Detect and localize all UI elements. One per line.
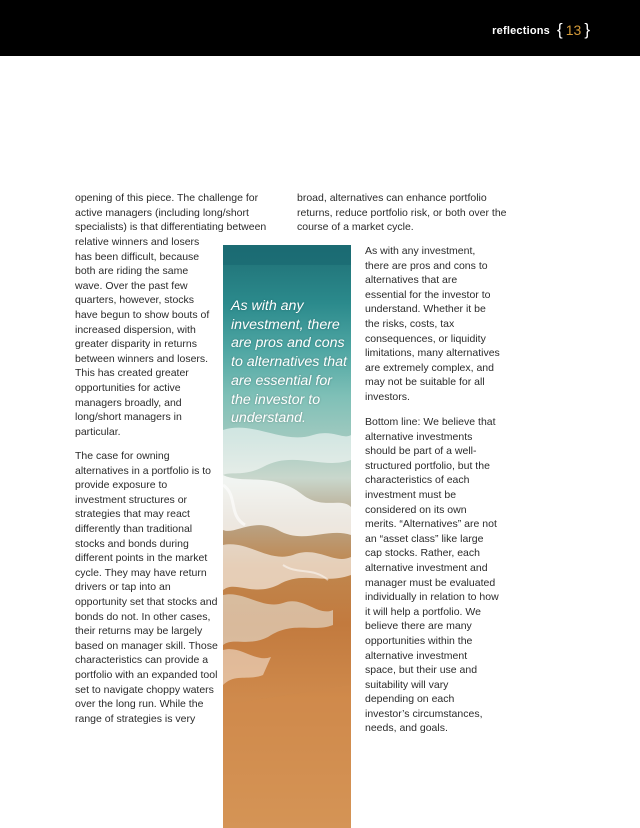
page-number: [557, 20, 590, 40]
right-column-paragraph-3: [365, 415, 500, 736]
left-paragraph-1-top: opening of this piece. The challenge for active managers (including long/short specialists) is that differentiating between: [75, 192, 267, 234]
left-column-narrow-text: [75, 235, 218, 439]
page-header: [0, 0, 640, 56]
page-number-value: 13: [565, 22, 582, 38]
left-paragraph-1-rest: relative winners and losers has been difficult, because both are riding the same wave. Over the past few quarters, however, stocks have begun to show bouts of increased dispersion, with greater disparity in returns between winners and losers. This has created greater opportunities for active managers broadly, and long/short managers in particular.: [75, 236, 210, 438]
right-paragraph-2: As with any investment, there are pros and cons to alternatives that are essential for the investor to understand. Whether it be the risks, costs, tax consequences, or liquidity limitations, many alternatives are extremely complex, and may not be suitable for all investors.: [365, 245, 500, 403]
left-column-top-text: [75, 191, 280, 235]
brace-open: {: [557, 20, 563, 39]
right-paragraph-1: broad, alternatives can enhance portfolio returns, reduce portfolio risk, or both over the course of a market cycle.: [297, 192, 507, 234]
right-column-paragraph-2: [365, 244, 500, 405]
section-title: reflections: [492, 25, 550, 37]
left-paragraph-2: The case for owning alternatives in a portfolio is to provide exposure to investment structures or strategies that may react differently than traditional stocks and bonds during different points in the market cycle. They may have return drivers or tap into an opportunity set that stocks and bonds do not. In other cases, their returns may be largely based on manager skill. Those characteristics can provide a portfolio with an expanded tool set to navigate choppy waters over the long run. While the range of strategies is very: [75, 450, 218, 725]
brace-close: }: [584, 20, 590, 39]
right-paragraph-3: Bottom line: We believe that alternative investments should be part of a well-structured portfolio, but the characteristics of each investment must be considered on its own merits. “Alternatives” are not an “asset class” like large cap stocks. Rather, each alternative investment and manager must be evaluated individually in relation to how it will help a portfolio. We believe there are many opportunities within the alternative investment space, but their use and suitability will vary depending on each investor’s circumstances, needs, and goals.: [365, 416, 499, 735]
pull-quote: As with any investment, there are pros and cons to alternatives that are essential for the investor to understand.: [231, 298, 347, 427]
right-column-top-text: [297, 191, 507, 235]
left-column-paragraph-2: [75, 449, 218, 726]
